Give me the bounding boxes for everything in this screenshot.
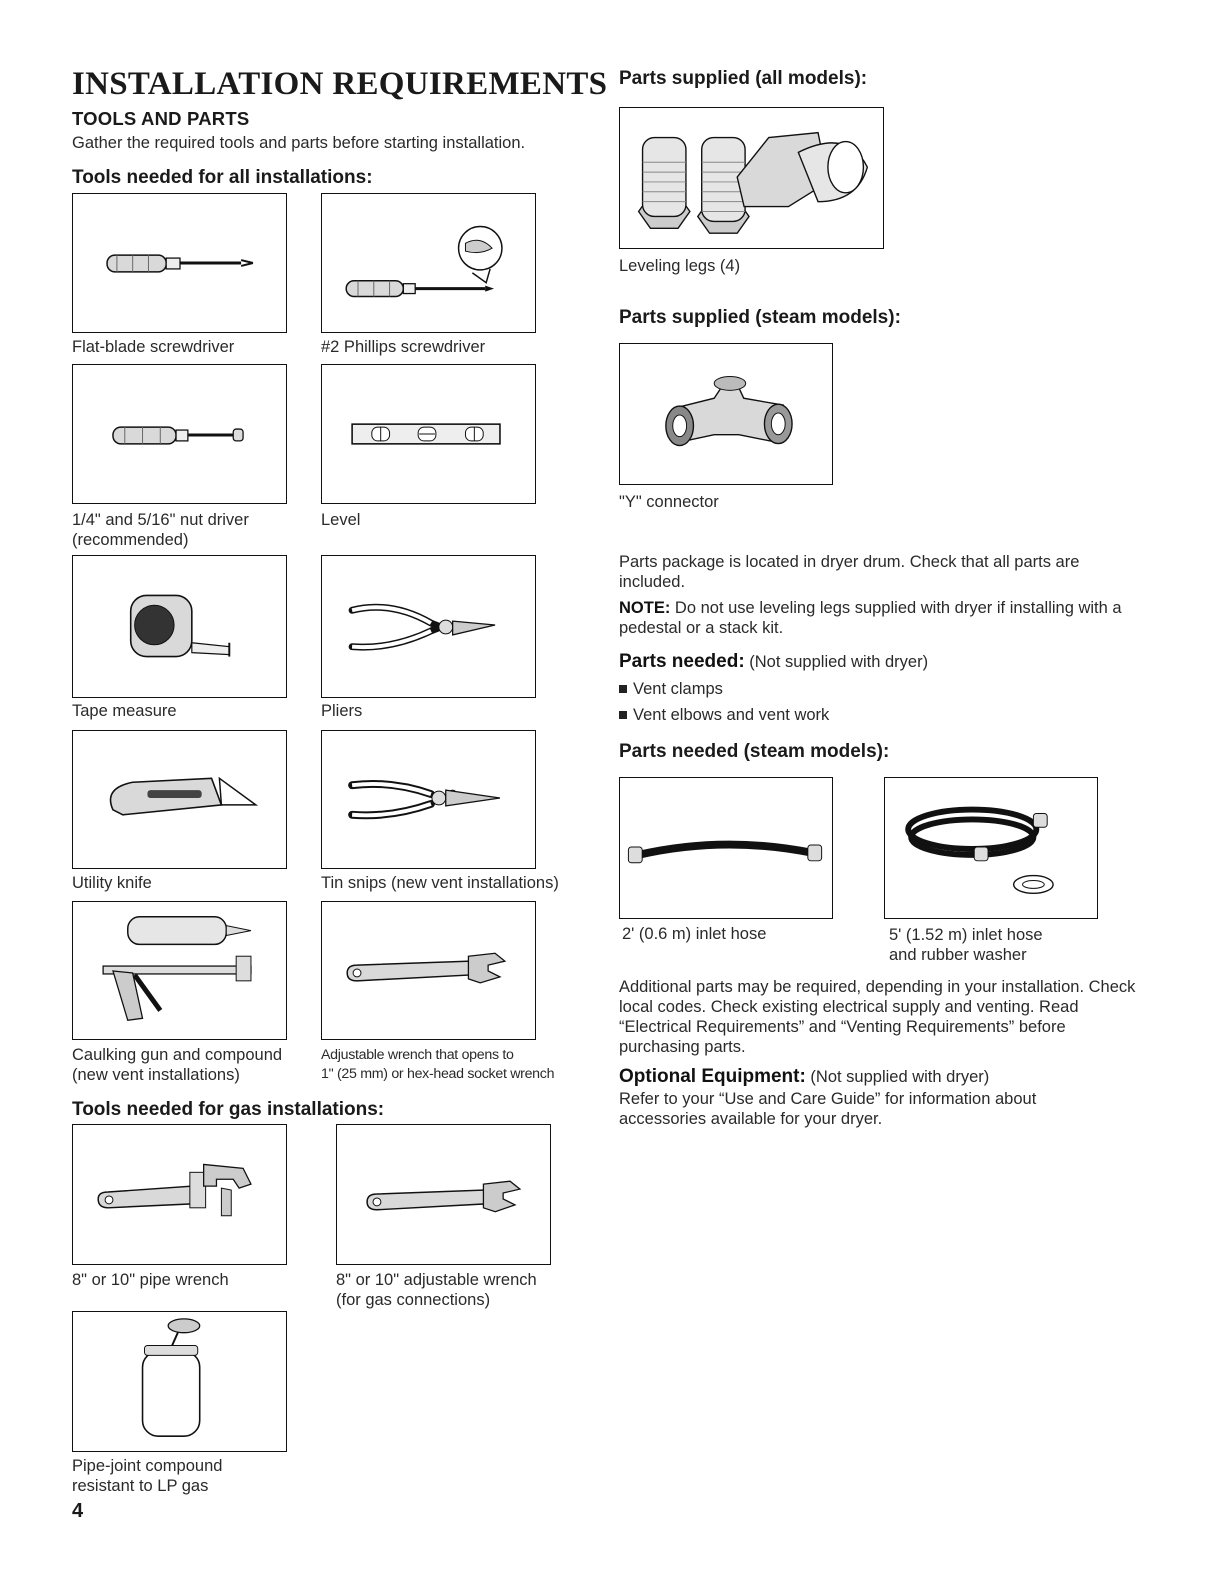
note-paragraph <box>619 598 1124 638</box>
tape-caption: Tape measure <box>72 702 177 720</box>
nut-driver-image <box>72 364 287 504</box>
phillips-screwdriver-icon <box>322 194 535 332</box>
flat-blade-caption: Flat-blade screwdriver <box>72 338 235 356</box>
compound-caption-line1: Pipe-joint compound <box>72 1457 223 1475</box>
hose-5ft-caption <box>889 925 1043 965</box>
parts-needed-item <box>619 705 829 725</box>
level-caption: Level <box>321 511 361 529</box>
tools-all-heading: Tools needed for all installations: <box>72 167 373 188</box>
level-icon <box>322 365 535 503</box>
tools-gas-heading: Tools needed for gas installations: <box>72 1099 385 1120</box>
caulk-caption-line1: Caulking gun and compound <box>72 1046 283 1064</box>
pliers-caption: Pliers <box>321 702 363 720</box>
nut-driver-caption-line1: 1/4" and 5/16" nut driver <box>72 511 249 529</box>
utility-knife-image <box>72 730 287 869</box>
note-text: Do not use leveling legs supplied with dryer if installing with a pedestal or a stack kit. <box>619 599 1122 637</box>
adjustable-wrench-icon <box>322 902 535 1039</box>
tape-measure-image <box>72 555 287 698</box>
hose-2ft-caption: 2' (0.6 m) inlet hose <box>622 925 767 943</box>
nut-driver-caption-line2: (recommended) <box>72 531 189 549</box>
leveling-legs-image <box>619 107 884 249</box>
y-connector-image <box>619 343 833 485</box>
phillips-screwdriver-image <box>321 193 536 333</box>
note-label: NOTE: <box>619 599 671 617</box>
wrench-caption-line1: Adjustable wrench that opens to <box>321 1047 514 1063</box>
intro-text: Gather the required tools and parts before starting installation. <box>72 134 526 152</box>
pliers-image <box>321 555 536 698</box>
bullet-icon <box>619 685 627 693</box>
parts-needed-note: (Not supplied with dryer) <box>744 653 929 671</box>
knife-caption: Utility knife <box>72 874 152 892</box>
parts-needed-heading <box>619 651 928 673</box>
adjustable-wrench-caption <box>321 1046 554 1084</box>
caulking-gun-image <box>72 901 287 1040</box>
page-number: 4 <box>72 1500 84 1522</box>
parts-needed-item-label: Vent clamps <box>633 680 723 698</box>
pipe-wrench-icon <box>73 1125 286 1264</box>
gas-wrench-caption-line1: 8" or 10" adjustable wrench <box>336 1271 537 1289</box>
hose-5ft-caption-line1: 5' (1.52 m) inlet hose <box>889 926 1043 944</box>
tape-measure-icon <box>73 556 286 697</box>
inlet-hose-2ft-icon <box>620 778 832 918</box>
tin-snips-icon <box>322 731 535 868</box>
inlet-hose-5ft-icon <box>885 778 1097 918</box>
inlet-hose-5ft-image <box>884 777 1098 919</box>
nut-driver-icon <box>73 365 286 503</box>
inlet-hose-2ft-image <box>619 777 833 919</box>
parts-steam-heading: Parts supplied (steam models): <box>619 307 901 328</box>
tin-snips-caption: Tin snips (new vent installations) <box>321 874 559 892</box>
optional-text: Refer to your “Use and Care Guide” for information about accessories available for your dryer. <box>619 1090 1037 1128</box>
compound-caption-line2: resistant to LP gas <box>72 1477 209 1495</box>
tin-snips-image <box>321 730 536 869</box>
parts-needed-label: Parts needed: <box>619 651 745 672</box>
section-heading: TOOLS AND PARTS <box>72 108 250 129</box>
caulk-caption <box>72 1045 282 1085</box>
compound-caption <box>72 1456 222 1496</box>
page-title: INSTALLATION REQUIREMENTS <box>72 66 608 102</box>
flat-blade-screwdriver-image <box>72 193 287 333</box>
pipe-wrench-caption: 8" or 10" pipe wrench <box>72 1271 229 1289</box>
parts-needed-item-label: Vent elbows and vent work <box>633 706 830 724</box>
leveling-legs-caption: Leveling legs (4) <box>619 257 741 275</box>
nut-driver-caption <box>72 510 249 550</box>
additional-parts-note: Additional parts may be required, depending in your installation. Check local codes. Check existing electrical supply and venting. Read “Electrical Requirements” and “Venting Requirements” before purchasing parts. <box>619 978 1136 1056</box>
pipe-wrench-image <box>72 1124 287 1265</box>
caulk-caption-line2: (new vent installations) <box>72 1066 240 1084</box>
pipe-joint-compound-image <box>72 1311 287 1452</box>
caulking-gun-icon <box>73 902 286 1039</box>
wrench-caption-line2: 1" (25 mm) or hex-head socket wrench <box>321 1066 555 1082</box>
phillips-caption: #2 Phillips screwdriver <box>321 338 486 356</box>
level-image <box>321 364 536 504</box>
adjustable-wrench-image <box>321 901 536 1040</box>
y-connector-icon <box>620 344 832 484</box>
gas-wrench-caption-line2: (for gas connections) <box>336 1291 491 1309</box>
bullet-icon <box>619 711 627 719</box>
package-note: Parts package is located in dryer drum. Check that all parts are included. <box>619 553 1080 591</box>
parts-needed-steam-heading: Parts needed (steam models): <box>619 741 890 762</box>
optional-note: (Not supplied with dryer) <box>805 1068 990 1086</box>
gas-adjustable-wrench-icon <box>337 1125 550 1264</box>
utility-knife-icon <box>73 731 286 868</box>
optional-label: Optional Equipment: <box>619 1066 806 1087</box>
parts-all-heading: Parts supplied (all models): <box>619 68 868 89</box>
optional-equipment-heading <box>619 1066 989 1088</box>
hose-5ft-caption-line2: and rubber washer <box>889 946 1027 964</box>
pliers-icon <box>322 556 535 697</box>
parts-needed-item <box>619 679 723 699</box>
gas-adjustable-wrench-image <box>336 1124 551 1265</box>
gas-adjustable-wrench-caption <box>336 1270 537 1310</box>
y-connector-caption: "Y" connector <box>619 493 719 511</box>
pipe-joint-compound-icon <box>73 1312 286 1451</box>
leveling-legs-icon <box>620 108 883 248</box>
flat-blade-screwdriver-icon <box>73 194 286 332</box>
